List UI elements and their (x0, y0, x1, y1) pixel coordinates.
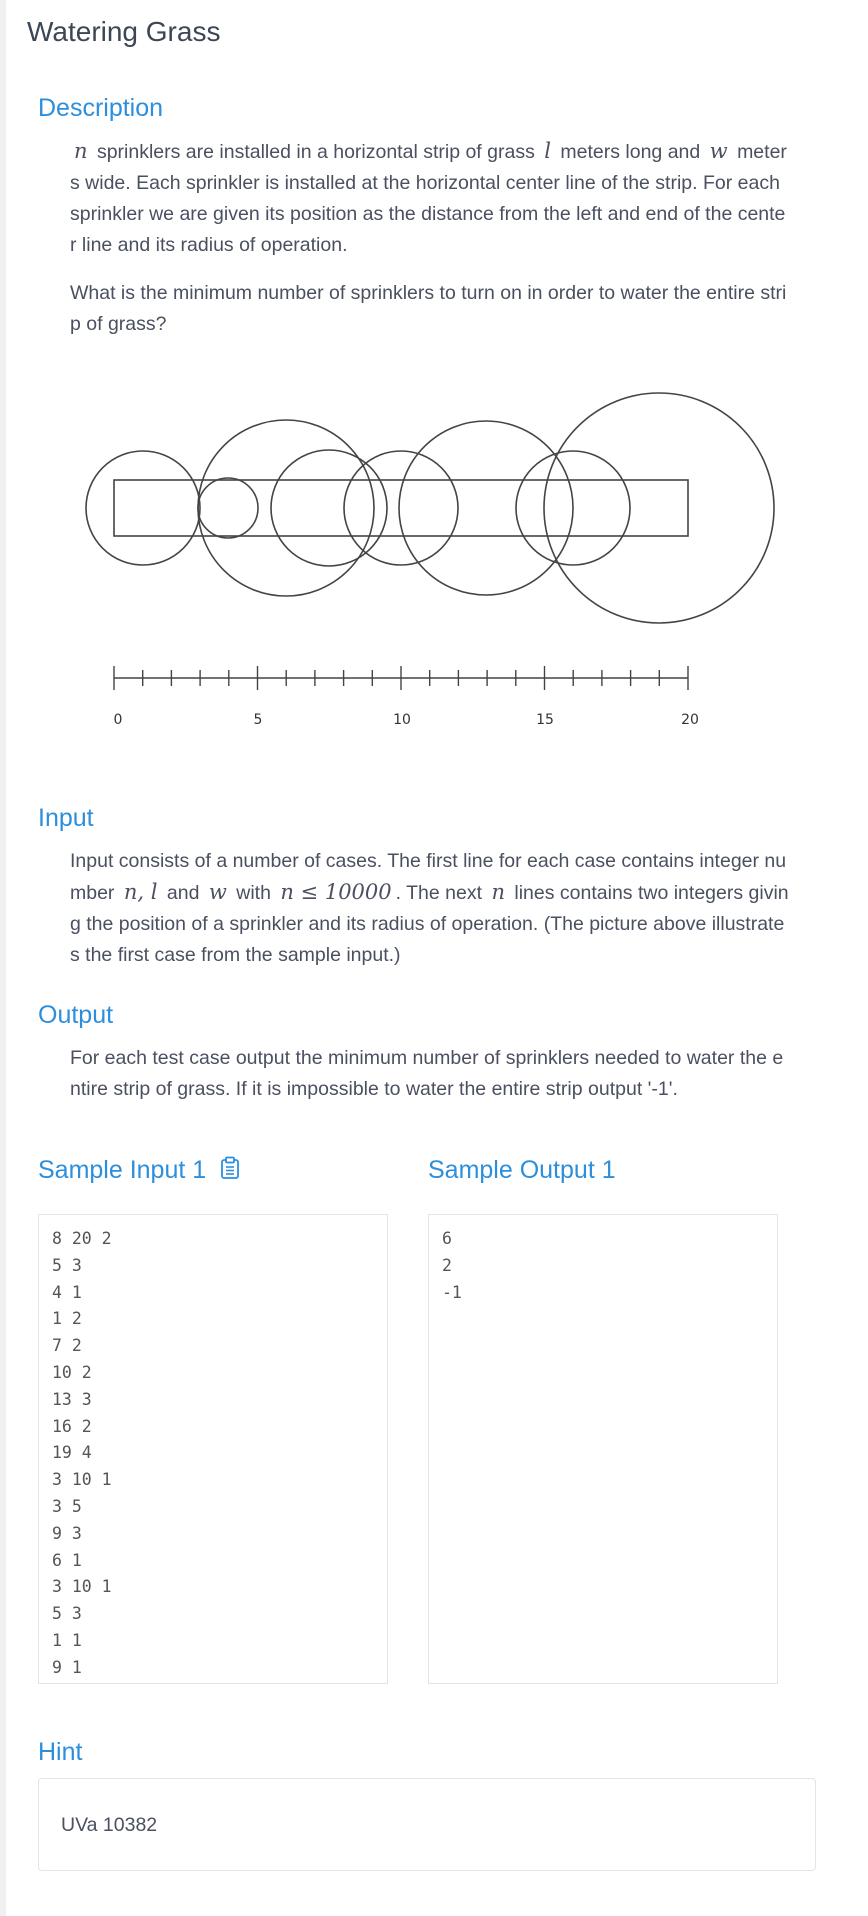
axis-label-0: 0 (113, 712, 123, 728)
description-heading: Description (38, 94, 164, 122)
page-title: Watering Grass (27, 16, 221, 47)
input-text-b: and (166, 882, 200, 904)
math-n: n (74, 139, 88, 163)
output-heading: Output (38, 1001, 114, 1029)
hint-heading: Hint (38, 1738, 83, 1766)
sample-output-box[interactable] (428, 1214, 778, 1684)
math-l: l (544, 139, 551, 163)
math-nl: n, l (123, 880, 158, 904)
description-paragraph-1 (70, 136, 790, 261)
axis-label-15: 15 (536, 712, 554, 728)
left-edge-bar (0, 0, 6, 1916)
sprinkler-circle (544, 393, 774, 623)
axis-ticks (114, 666, 688, 690)
sample-output-content: 6 2 -1 (442, 1229, 462, 1302)
input-text-d: . The next (395, 882, 483, 904)
sample-output-heading: Sample Output 1 (428, 1156, 616, 1184)
sample-input-title: Sample Input 1 (38, 1156, 207, 1185)
math-w: w (208, 880, 227, 904)
sprinkler-circle (399, 421, 573, 595)
sprinkler-circle (86, 451, 200, 565)
axis-label-5: 5 (253, 712, 263, 728)
sample-input-box[interactable] (38, 1214, 388, 1684)
sprinkler-circle (344, 451, 458, 565)
math-n: n (491, 880, 505, 904)
output-paragraph: For each test case output the minimum number of sprinklers needed to water the entire strip of grass. If it is impossible to water the entire strip output '-1'. (70, 1047, 784, 1100)
math-w: w (709, 139, 728, 163)
sample-input-heading (38, 1156, 240, 1187)
sprinkler-figure (70, 378, 790, 738)
axis-label-20: 20 (681, 712, 699, 728)
hint-box (38, 1778, 816, 1871)
sprinkler-circle (198, 420, 374, 596)
description-text-b: meters long and (560, 141, 701, 163)
input-text-e: lines contains two integers giving the position of a sprinkler and its radius of operation. (The picture above illustrates the first case from the sample input.) (70, 882, 789, 966)
axis-label-10: 10 (393, 712, 411, 728)
sample-input-content: 8 20 2 5 3 4 1 1 2 7 2 10 2 13 3 16 2 19 4 3 10 1 3 5 9 3 6 1 3 10 1 5 3 1 1 9 1 (52, 1229, 112, 1677)
description-paragraph-2: What is the minimum number of sprinklers to turn on in order to water the entire strip of grass? (70, 282, 787, 335)
sprinkler-circle (198, 478, 258, 538)
input-paragraph (70, 846, 790, 971)
description-text-a: sprinklers are installed in a horizontal strip of grass (96, 141, 535, 163)
input-heading: Input (38, 804, 94, 832)
clipboard-icon[interactable] (220, 1156, 240, 1187)
math-condition: n ≤ 10000 (280, 880, 392, 904)
hint-text: UVa 10382 (61, 1814, 158, 1836)
input-text-a: Input consists of a number of cases. The first line for each case contains integer number (70, 850, 787, 904)
input-text-c: with (236, 882, 271, 904)
description-text-c: meters wide. Each sprinkler is installed at the horizontal center line of the strip. For each sprinkler we are given its position as the distance from the left and end of the center line and its radius of operation. (70, 141, 787, 256)
sprinkler-circle (271, 450, 387, 566)
